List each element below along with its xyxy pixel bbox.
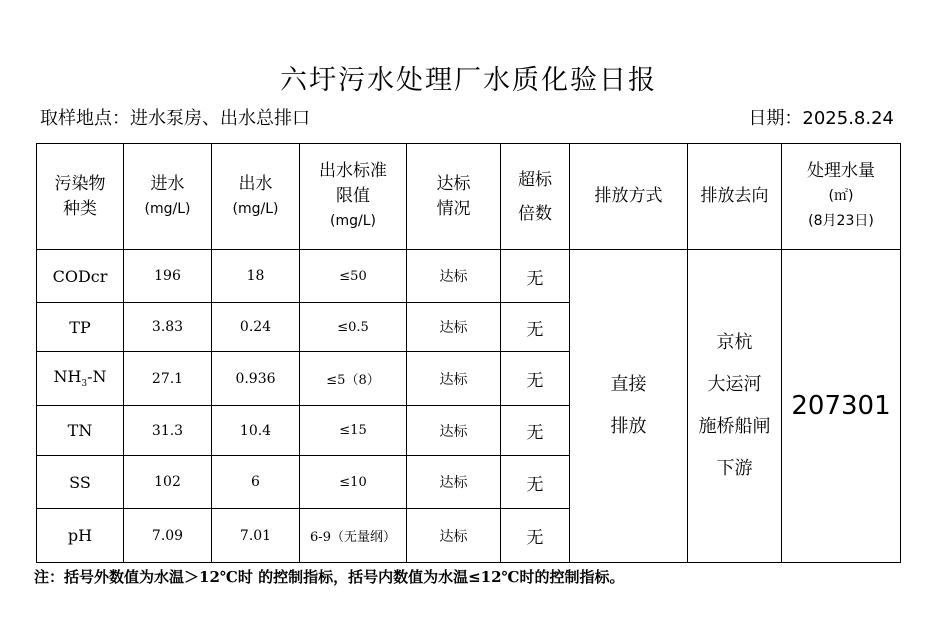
limit-cell: 6-9（无量纲） <box>300 509 407 563</box>
pollutant-cell: SS <box>37 456 124 509</box>
discharge-method-cell: 直接 排放 <box>570 250 688 563</box>
effluent-cell: 18 <box>212 250 300 303</box>
header-effluent: 出水 (mg/L) <box>212 144 300 250</box>
treated-volume-cell: 207301 <box>782 250 901 563</box>
limit-cell: ≤0.5 <box>300 303 407 352</box>
effluent-cell: 6 <box>212 456 300 509</box>
footnote: 注：括号外数值为水温＞12℃时 的控制指标，括号内数值为水温≤12℃时的控制指标。 <box>34 568 625 586</box>
exceed-cell: 无 <box>501 509 570 563</box>
limit-cell: ≤50 <box>300 250 407 303</box>
header-row <box>37 144 901 250</box>
pollutant-cell: pH <box>37 509 124 563</box>
compliance-cell: 达标 <box>407 303 501 352</box>
exceed-cell: 无 <box>501 352 570 406</box>
header-influent: 进水 (mg/L) <box>124 144 212 250</box>
pollutant-cell: CODcr <box>37 250 124 303</box>
effluent-cell: 10.4 <box>212 406 300 456</box>
header-pollutant: 污染物 种类 <box>37 144 124 250</box>
pollutant-cell: TP <box>37 303 124 352</box>
pollutant-cell: TN <box>37 406 124 456</box>
limit-cell: ≤15 <box>300 406 407 456</box>
compliance-cell: 达标 <box>407 352 501 406</box>
influent-cell: 27.1 <box>124 352 212 406</box>
limit-cell: ≤10 <box>300 456 407 509</box>
header-discharge-direction: 排放去向 <box>688 144 782 250</box>
effluent-cell: 7.01 <box>212 509 300 563</box>
compliance-cell: 达标 <box>407 250 501 303</box>
report-date: 日期：2025.8.24 <box>748 108 894 129</box>
header-volume: 处理水量 (㎡) (8月23日) <box>782 144 901 250</box>
header-exceed: 超标 倍数 <box>501 144 570 250</box>
influent-cell: 102 <box>124 456 212 509</box>
exceed-cell: 无 <box>501 303 570 352</box>
pollutant-cell: $NH_3-N$ <box>37 352 124 406</box>
table-row <box>37 250 901 303</box>
influent-cell: 196 <box>124 250 212 303</box>
header-compliance: 达标 情况 <box>407 144 501 250</box>
compliance-cell: 达标 <box>407 406 501 456</box>
discharge-direction-cell: 京杭 大运河 施桥船闸 下游 <box>688 250 782 563</box>
effluent-cell: 0.24 <box>212 303 300 352</box>
sampling-location: 取样地点：进水泵房、出水总排口 <box>40 108 310 129</box>
exceed-cell: 无 <box>501 456 570 509</box>
water-quality-table <box>36 143 901 563</box>
influent-cell: 31.3 <box>124 406 212 456</box>
limit-cell: ≤5（8） <box>300 352 407 406</box>
exceed-cell: 无 <box>501 406 570 456</box>
effluent-cell: 0.936 <box>212 352 300 406</box>
influent-cell: 3.83 <box>124 303 212 352</box>
compliance-cell: 达标 <box>407 509 501 563</box>
influent-cell: 7.09 <box>124 509 212 563</box>
compliance-cell: 达标 <box>407 456 501 509</box>
report-title: 六圩污水处理厂水质化验日报 <box>280 65 657 96</box>
exceed-cell: 无 <box>501 250 570 303</box>
header-limit: 出水标准 限值 (mg/L) <box>300 144 407 250</box>
header-discharge-method: 排放方式 <box>570 144 688 250</box>
